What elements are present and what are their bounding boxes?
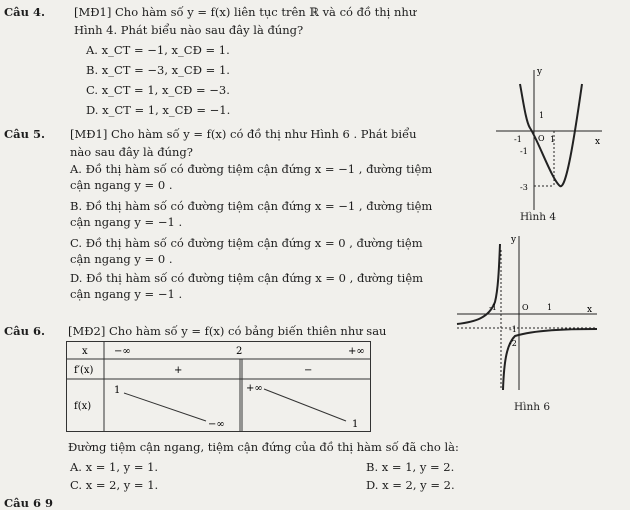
table-f-label: f(x): [74, 401, 92, 412]
table-fprime-label: f′(x): [74, 365, 94, 376]
q4-option-a[interactable]: A. x_CT = −1, x_CĐ = 1.: [86, 43, 230, 57]
q5-option-b-line2: cận ngang y = −1 .: [70, 215, 183, 229]
x-axis-label: x: [587, 305, 593, 315]
table-f-left-start: 1: [114, 385, 121, 396]
y-axis-label: y: [511, 235, 517, 245]
table-fprime-plus: +: [174, 365, 183, 376]
table-x-neg-inf: −∞: [114, 346, 131, 357]
figure-4-caption: Hình 4: [520, 211, 557, 223]
tick-label-neg3y: -3: [520, 183, 528, 192]
q6-option-c[interactable]: C. x = 2, y = 1.: [70, 478, 159, 492]
tick-label-1x: 1: [550, 135, 556, 144]
x-axis-label: x: [595, 137, 601, 147]
tick-label-neg1y: -1: [509, 325, 517, 334]
table-x-label: x: [82, 346, 88, 357]
tick-label-1x: 1: [547, 303, 553, 312]
arrow-down: [264, 389, 346, 421]
table-fprime-minus: −: [304, 365, 313, 376]
figure-6-caption: Hình 6: [514, 401, 551, 413]
q5-option-c-line1[interactable]: C. Đồ thị hàm số có đường tiệm cận đứng x = 0 , đường tiệm: [70, 236, 423, 250]
table-x-pos-inf: +∞: [348, 346, 365, 357]
q6-label: Câu 6.: [4, 324, 45, 338]
q5-option-d-line2: cận ngang y = −1 .: [70, 287, 183, 301]
q6-question: Đường tiệm cận ngang, tiệm cận đứng của đồ thị hàm số đã cho là:: [68, 440, 459, 454]
q5-stem-line1: [MĐ1] Cho hàm số y = f(x) có đồ thị như Hình 6 . Phát biểu: [70, 127, 417, 141]
table-x-2: 2: [236, 346, 243, 357]
q4-stem-line2: Hình 4. Phát biểu nào sau đây là đúng?: [74, 23, 304, 37]
table-f-right-start: +∞: [246, 383, 263, 394]
variation-table: [66, 341, 372, 433]
next-question-cut: Câu 6 9: [4, 496, 53, 510]
q4-option-b[interactable]: B. x_CT = −3, x_CĐ = 1.: [86, 63, 230, 77]
q5-stem-line2: nào sau đây là đúng?: [70, 145, 193, 159]
q4-option-c[interactable]: C. x_CT = 1, x_CĐ = −3.: [86, 83, 230, 97]
q6-option-b[interactable]: B. x = 1, y = 2.: [366, 460, 455, 474]
arrow-down: [124, 393, 206, 421]
q5-label: Câu 5.: [4, 127, 45, 141]
hyperbola-right-branch: [503, 329, 597, 390]
q5-option-a-line1[interactable]: A. Đồ thị hàm số có đường tiệm cận đứng x = −1 , đường tiệm: [70, 162, 433, 176]
table-f-right-end: 1: [352, 419, 359, 430]
tick-label-1y: 1: [539, 111, 545, 120]
q5-option-d-line1[interactable]: D. Đồ thị hàm số có đường tiệm cận đứng x = 0 , đường tiệm: [70, 271, 424, 285]
figure-6-graph: [455, 230, 605, 400]
origin-label: O: [522, 303, 529, 312]
q6-option-d[interactable]: D. x = 2, y = 2.: [366, 478, 455, 492]
q6-option-a[interactable]: A. x = 1, y = 1.: [70, 460, 159, 474]
tick-label-neg2y: -2: [509, 339, 517, 348]
hyperbola-left-branch: [457, 244, 500, 324]
tick-label-neg1y: -1: [520, 147, 528, 156]
q5-option-b-line1[interactable]: B. Đồ thị hàm số có đường tiệm cận đứng x = −1 , đường tiệm: [70, 199, 433, 213]
q4-option-d[interactable]: D. x_CT = 1, x_CĐ = −1.: [86, 103, 231, 117]
y-axis-label: y: [537, 67, 543, 77]
figure-4-graph: [490, 60, 610, 220]
q4-label: Câu 4.: [4, 5, 45, 19]
q5-option-a-line2: cận ngang y = 0 .: [70, 178, 173, 192]
q4-stem-line1: [MĐ1] Cho hàm số y = f(x) liên tục trên ℝ và có đồ thị như: [74, 5, 417, 19]
tick-label-neg1x: -1: [514, 135, 522, 144]
origin-label: O: [538, 134, 545, 143]
q5-option-c-line2: cận ngang y = 0 .: [70, 252, 173, 266]
tick-label-neg1x: -1: [489, 303, 497, 312]
table-f-left-end: −∞: [208, 419, 225, 430]
q6-stem: [MĐ2] Cho hàm số y = f(x) có bảng biến thiên như sau: [68, 324, 387, 338]
